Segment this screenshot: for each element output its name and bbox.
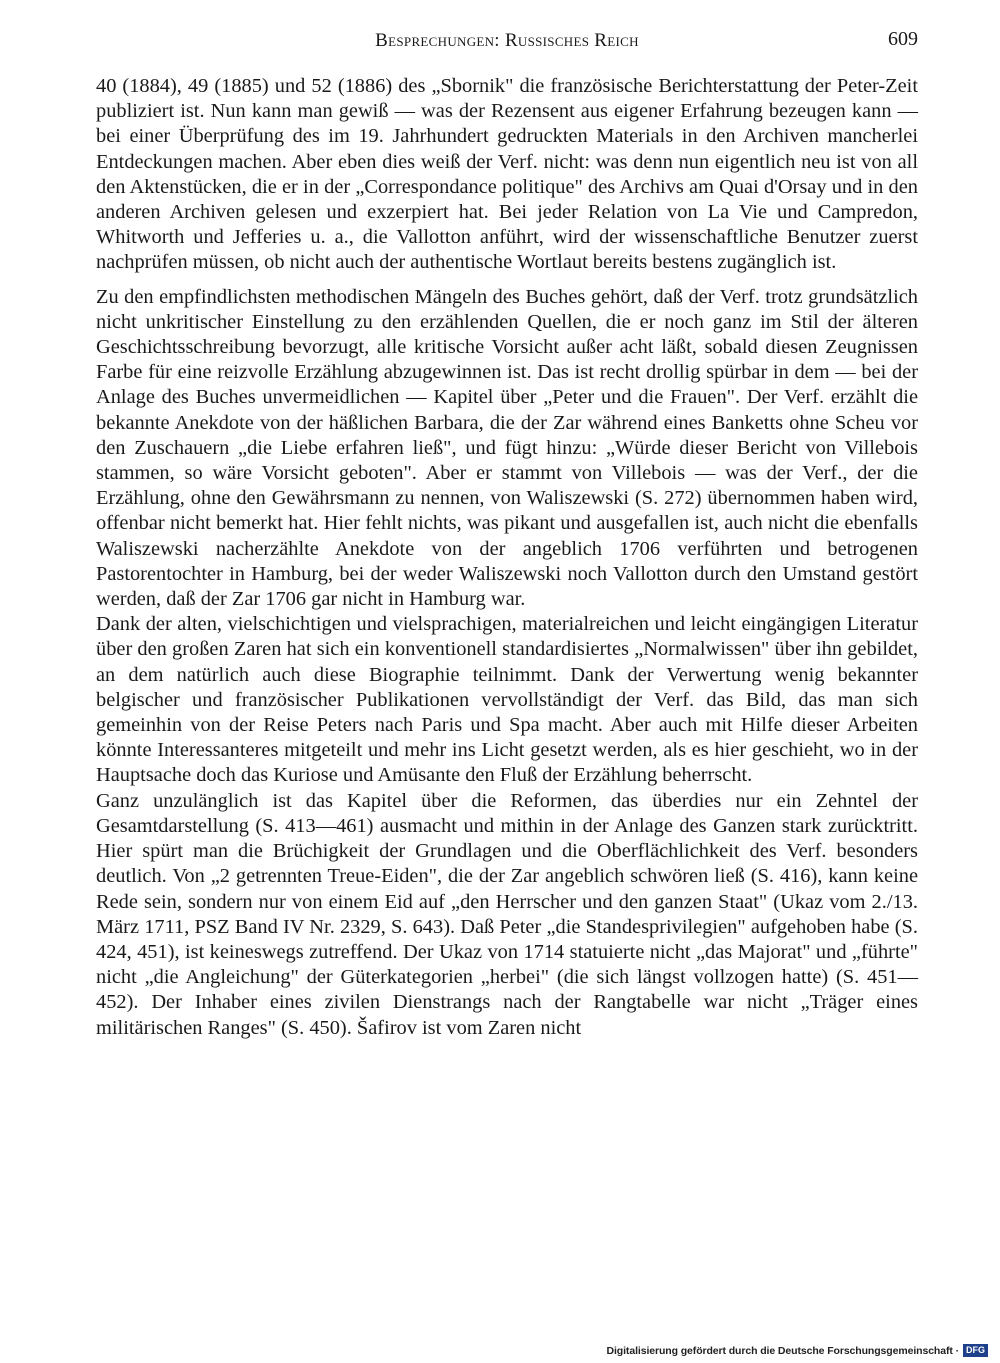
running-head: Besprechungen: Russisches Reich xyxy=(375,30,639,51)
digitization-footer xyxy=(607,1344,989,1357)
paragraph-4: Ganz unzulänglich ist das Kapitel über die Reformen, das überdies nur ein Zehntel der Gesamtdarstellung (S. 413—461) ausmacht und mithin in der Anlage des Ganzen stark zurücktritt. Hier spürt man die Brüchigkeit der Grundlagen und die Oberflächlichkeit des Verf. besonders deutlich. Von „2 getrennten Treue-Eiden", die der Zar angeblich schwören ließ (S. 416), kann keine Rede sein, sondern nur von einem Eid auf „den Herrscher und den ganzen Staat" (Ukaz vom 2./13. März 1711, PSZ Band IV Nr. 2329, S. 643). Daß Peter „die Standesprivilegien" aufgehoben habe (S. 424, 451), ist keineswegs zutreffend. Der Ukaz von 1714 statuierte nicht „das Majorat" und „führte" nicht „die Angleichung" der Güterkategorien „herbei" (die sich längst vollzogen hatte) (S. 451—452). Der Inhaber eines zivilen Dienstrangs nach der Rangtabelle war nicht „Träger eines militärischen Ranges" (S. 450). Šafirov ist vom Zaren nicht xyxy=(96,789,918,1039)
paragraph-3: Dank der alten, vielschichtigen und vielsprachigen, materialreichen und leicht eingängigen Literatur über den großen Zaren hat sich ein konventionell standardisiertes „Normalwissen" über ihn gebildet, an dem natürlich auch diese Biographie teilnimmt. Dank der Verwertung wenig bekannter belgischer und französischer Publikationen vervollständigt der Verf. das Bild, das man sich gemeinhin von der Reise Peters nach Paris und Spa macht. Aber auch mit Hilfe dieser Arbeiten könnte Interessanteres mitgeteilt und mehr ins Licht gesetzt werden, als es hier geschieht, wo in der Hauptsache doch das Kuriose und Amüsante den Fluß der Erzählung beherrscht. xyxy=(96,613,918,787)
page-number: 609 xyxy=(888,28,918,50)
body-text xyxy=(96,74,918,1041)
page-header xyxy=(96,30,918,56)
paragraph-1: 40 (1884), 49 (1885) und 52 (1886) des „Sbornik" die französische Berichterstattung der Peter-Zeit publiziert ist. Nun kann man gewiß — was der Rezensent aus eigener Erfahrung bezeugen kann — bei einer Überprüfung des im 19. Jahrhundert gedruckten Materials in den Archiven mancherlei Entdeckungen machen. Aber eben dies weiß der Verf. nicht: was denn nun eigentlich neu ist von all den Aktenstücken, die er in der „Correspondance politique" des Archivs am Quai d'Orsay und in den anderen Archiven gelesen und exzerpiert hat. Bei jeder Relation von La Vie und Campredon, Whitworth und Jefferies u. a., die Vallotton anführt, wird der wissenschaftliche Benutzer zuerst nachprüfen müssen, ob nicht auch der authentische Wortlaut bereits bestens zugänglich ist. xyxy=(96,75,918,274)
dfg-logo: DFG xyxy=(963,1344,988,1357)
paragraph-2: Zu den empfindlichsten methodischen Mängeln des Buches gehört, daß der Verf. trotz grundsätzlich nicht unkritischer Einstellung zu den erzählenden Quellen, die er noch ganz im Stil der älteren Geschichtsschreibung bevorzugt, alle kritische Vorsicht außer acht läßt, sobald diesen Zeugnissen Farbe für eine reizvolle Erzählung abzugewinnen ist. Das ist recht drollig spürbar in dem — bei der Anlage des Buches unvermeidlichen — Kapitel über „Peter und die Frauen". Der Verf. erzählt die bekannte Anekdote von der häßlichen Barbara, die der Zar während eines Banketts ohne Scheu vor den Zuschauern „die Liebe erfahren ließ", und fügt hinzu: „Würde dieser Bericht von Villebois stammen, so wäre Vorsicht geboten". Aber er stammt von Villebois — was der Verf., der die Erzählung, ohne den Gewährsmann zu nennen, von Waliszewski (S. 272) übernommen haben wird, offenbar nicht bemerkt hat. Hier fehlt nichts, was pikant und ausgefallen ist, auch nicht die ebenfalls Waliszewski nacherzählte Anekdote von der angeblich 1706 verführten und betrogenen Pastorentochter in Hamburg, bei der weder Waliszewski noch Vallotton durch den Umstand gestört werden, daß der Zar 1706 gar nicht in Hamburg war. xyxy=(96,285,918,611)
funding-credit: Digitalisierung gefördert durch die Deutsche Forschungsgemeinschaft · xyxy=(606,1344,959,1357)
